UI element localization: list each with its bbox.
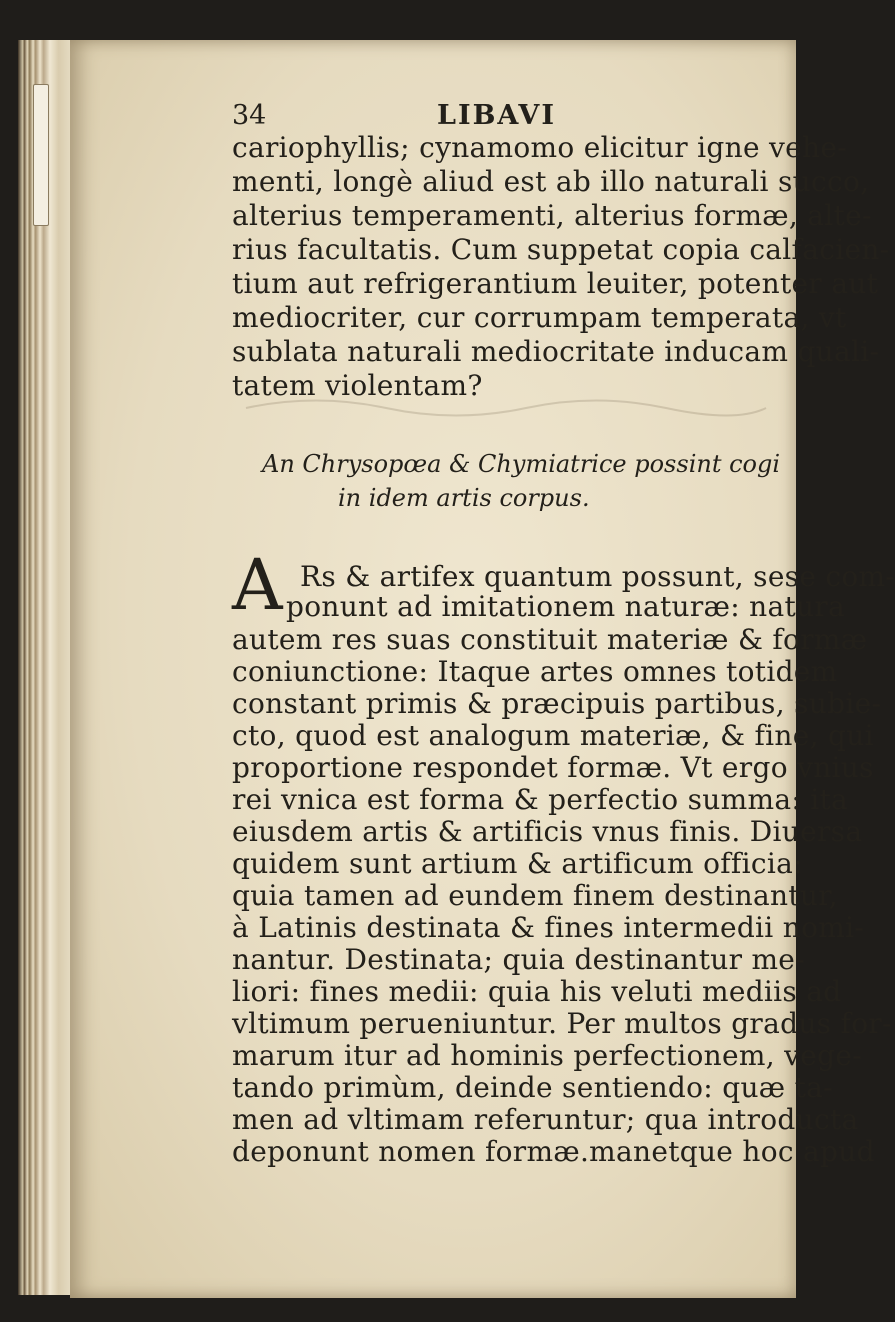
text-line: tium aut refrigerantium leuiter, potenter aut (232, 267, 879, 300)
text-line: cto, quod est analogum materiæ, & fine, qui (232, 719, 874, 752)
show-through-decoration (236, 388, 776, 428)
section-heading-line-2: in idem artis corpus. (338, 484, 590, 512)
text-line: tando primùm, deinde sentiendo: quæ ta- (232, 1071, 833, 1104)
text-line: rei vnica est forma & perfectio summa: ita (232, 783, 849, 816)
page-number: 34 (232, 100, 267, 131)
section-heading-line-1: An Chrysopœa & Chymiatrice possint cogi (262, 450, 781, 478)
text-line: men ad vltimam referuntur; qua introducta (232, 1103, 859, 1136)
text-line: eiusdem artis & artificis vnus finis. Diuersa (232, 815, 863, 848)
text-line: mediocriter, cur corrumpam temperata, vt (232, 301, 847, 334)
text-line: sublata naturali mediocritate inducam quali- (232, 335, 880, 368)
drop-cap-initial: A (232, 544, 283, 626)
text-line: liori: fines medii: quia his veluti mediis ad (232, 975, 842, 1008)
text-line: autem res suas constituit materiæ & formæ (232, 623, 868, 656)
text-line: rius facultatis. Cum suppetat copia calfacien- (232, 233, 890, 266)
text-line: à Latinis destinata & fines intermedii nomi- (232, 911, 865, 944)
page-header (232, 100, 772, 134)
text-line: tatem violentam? (232, 369, 483, 402)
book-binding-edge (18, 40, 76, 1295)
text-line: vltimum perueniuntur. Per multos gradus for- (232, 1007, 892, 1040)
text-line: marum itur ad hominis perfectionem, vege- (232, 1039, 862, 1072)
text-line: quia tamen ad eundem finem destinantur, (232, 879, 839, 912)
text-line: menti, longè aliud est ab illo naturali succo, (232, 165, 870, 198)
text-line: cariophyllis; cynamomo elicitur igne vehe- (232, 131, 847, 164)
running-title: LIBAVI (437, 100, 556, 131)
text-line: constant primis & præcipuis partibus, subie- (232, 687, 882, 720)
text-line: alterius temperamenti, alterius formæ, alte- (232, 199, 872, 232)
text-line: deponunt nomen formæ.manetque hoc apud (232, 1135, 875, 1168)
text-line: quidem sunt artium & artificum officia: (232, 847, 803, 880)
text-line: proportione respondet formæ. Vt ergo vnius (232, 751, 874, 784)
text-line: ponunt ad imitationem naturæ: natura (286, 590, 846, 623)
text-line: nantur. Destinata; quia destinantur me- (232, 943, 805, 976)
text-line: Rs & artifex quantum possunt, sese com- (300, 560, 895, 593)
page-edge-tab (33, 84, 49, 226)
text-line: coniunctione: Itaque artes omnes totidem (232, 655, 838, 688)
